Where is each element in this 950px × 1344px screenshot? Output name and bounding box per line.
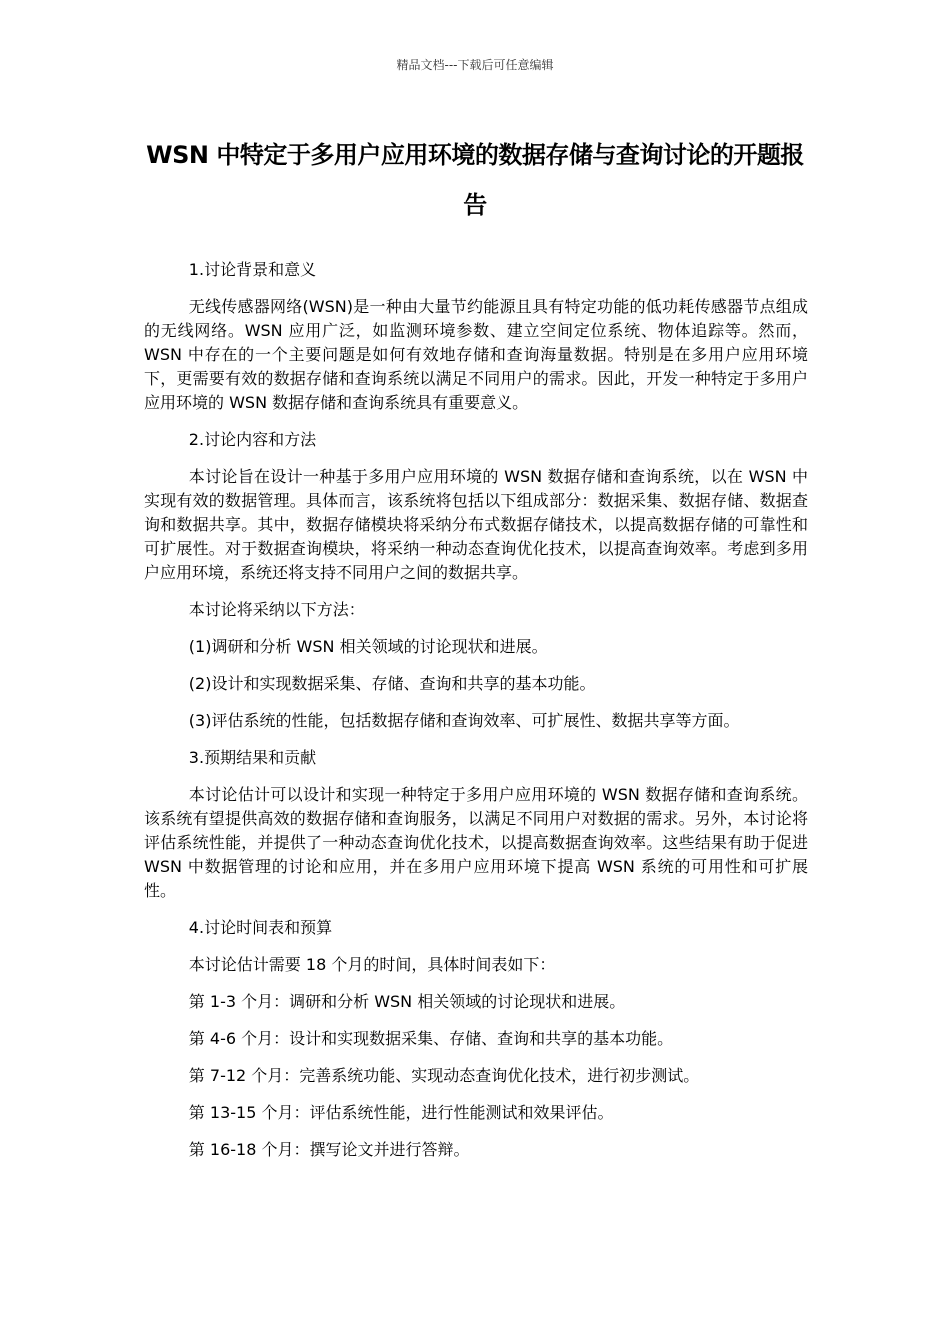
document-title: WSN 中特定于多用户应用环境的数据存储与查询讨论的开题报告 (146, 141, 804, 219)
schedule-item: 第 13-15 个月：评估系统性能，进行性能测试和效果评估。 (188, 1103, 614, 1122)
schedule-item: 第 1-3 个月：调研和分析 WSN 相关领域的讨论现状和进展。 (188, 992, 626, 1011)
section-paragraph: 无线传感器网络(WSN)是一种由大量节约能源且具有特定功能的低功耗传感器节点组成的无线网络。WSN 应用广泛，如监测环境参数、建立空间定位系统、物体追踪等。然而，WSN 中存在的一个主要问题是如何有效地存储和查询海量数据。特别是在多用户应用环境下，更需要有效的数据存储和查询系统以满足不同用户的需求。因此，开发一种特定于多用户应用环境的 WSN 数据存储和查询系统具有重要意义。 (144, 297, 808, 412)
section-paragraph: 本讨论估计可以设计和实现一种特定于多用户应用环境的 WSN 数据存储和查询系统。该系统有望提供高效的数据存储和查询服务，以满足不同用户对数据的需求。另外，本讨论将评估系统性能，并提供了一种动态查询优化技术，以提高数据查询效率。这些结果有助于促进 WSN 中数据管理的讨论和应用，并在多用户应用环境下提高 WSN 系统的可用性和可扩展性。 (144, 785, 808, 900)
method-item: (1)调研和分析 WSN 相关领域的讨论现状和进展。 (188, 637, 548, 656)
section-heading: 2.讨论内容和方法 (188, 430, 317, 449)
schedule-item: 第 4-6 个月：设计和实现数据采集、存储、查询和共享的基本功能。 (188, 1029, 674, 1048)
document-body (144, 258, 808, 1175)
methods-intro: 本讨论将采纳以下方法： (188, 600, 365, 619)
page-header: 精品文档---下载后可任意编辑 (396, 58, 554, 72)
section-paragraph: 本讨论旨在设计一种基于多用户应用环境的 WSN 数据存储和查询系统，以在 WSN 中实现有效的数据管理。具体而言，该系统将包括以下组成部分：数据采集、数据存储、数据查询和数据共享。其中，数据存储模块将采纳分布式数据存储技术，以提高数据存储的可靠性和可扩展性。对于数据查询模块，将采纳一种动态查询优化技术，以提高查询效率。考虑到多用户应用环境，系统还将支持不同用户之间的数据共享。 (144, 467, 808, 582)
schedule-intro: 本讨论估计需要 18 个月的时间，具体时间表如下： (188, 955, 556, 974)
section-heading: 3.预期结果和贡献 (188, 748, 317, 767)
method-item: (2)设计和实现数据采集、存储、查询和共享的基本功能。 (188, 674, 596, 693)
schedule-item: 第 7-12 个月：完善系统功能、实现动态查询优化技术，进行初步测试。 (188, 1066, 700, 1085)
section-heading: 4.讨论时间表和预算 (188, 918, 333, 937)
schedule-item: 第 16-18 个月：撰写论文并进行答辩。 (188, 1140, 470, 1159)
method-item: (3)评估系统的性能，包括数据存储和查询效率、可扩展性、数据共享等方面。 (188, 711, 740, 730)
section-heading: 1.讨论背景和意义 (188, 260, 317, 279)
